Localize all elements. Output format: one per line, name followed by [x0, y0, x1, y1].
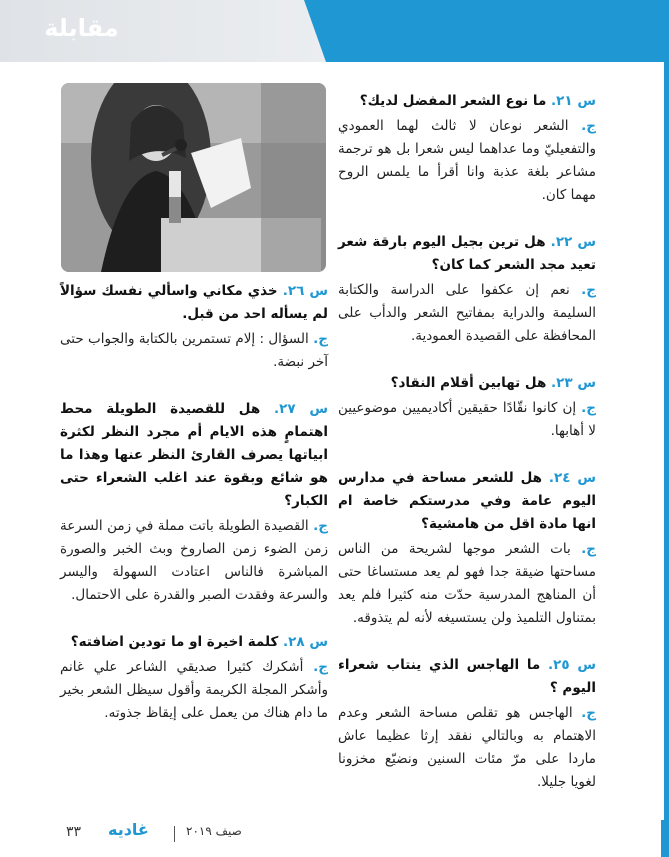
answer-prefix: ج. [581, 541, 596, 557]
question [338, 90, 596, 113]
qa-item-21 [338, 90, 596, 207]
question-text: هل للقصيدة الطويلة محط اهتمامٍ هذه الايام أم مجرد النظر لكثرة ابياتها يصرف القارئ النظر عنها وهذا ما هو شائع وبقوة عند اغلب الشعراء حتى الكبار؟ [60, 401, 328, 509]
section-tab [304, 0, 669, 62]
interview-photo [61, 83, 326, 272]
answer [60, 328, 328, 374]
answer-prefix: ج. [313, 659, 328, 675]
question [60, 631, 328, 654]
question [338, 372, 596, 395]
question-number: س ٢٧. [273, 401, 328, 417]
answer-text: القصيدة الطويلة باتت مملة في زمن السرعة زمن الضوء زمن الصاروخ وبث الخبر والصورة المباشرة فالناس اعتادت السهولة واليسر والسرعة وفقدت الصبر والقدرة على الاحتمال. [60, 518, 328, 603]
question [338, 231, 596, 277]
answer-prefix: ج. [581, 282, 596, 298]
magazine-logo: غاديه [108, 820, 149, 839]
question-text: هل تهابين أقلام النقاد؟ [390, 375, 547, 391]
answer [60, 656, 328, 725]
qa-item-25 [338, 654, 596, 794]
qa-item-22 [338, 231, 596, 348]
answer [338, 397, 596, 443]
question [60, 280, 328, 326]
question-number: س ٢٣. [551, 375, 596, 391]
qa-item-27 [60, 398, 328, 607]
answer-text: أشكرك كثيرا صديقي الشاعر علي غانم وأشكر المجلة الكريمة وأقول سيظل الشعر بخير ما دام هناك من يعمل على إيقاظ جذوته. [60, 659, 328, 721]
question-text: ما الهاجس الذي ينتاب شعراء اليوم ؟ [338, 657, 596, 696]
question-number: س ٢١. [551, 93, 596, 109]
answer-text: بات الشعر موجها لشريحة من الناس مساحتها ضيقة جدا فهو لم يعد مستساغا حتى أن المناهج المدرسية حدّت منه كثيرا فلم يعد بمتناول التلميذ ولن يستسيغه لأنه لم يتذوقه. [338, 541, 596, 626]
answer-prefix: ج. [581, 400, 596, 416]
question-number: س ٢٦. [282, 283, 328, 299]
page-number: ٣٣ [66, 824, 82, 840]
answer-text: إن كانوا نقّادًا حقيقين أكاديميين موضوعيين لا أهابها. [338, 400, 596, 439]
speaker-at-podium-image [61, 83, 326, 272]
qa-item-26 [60, 280, 328, 374]
right-accent-bar [664, 62, 669, 827]
question-text: ما نوع الشعر المفضل لديك؟ [359, 93, 547, 109]
qa-item-23 [338, 372, 596, 443]
answer-prefix: ج. [581, 118, 596, 134]
footer-divider [174, 826, 175, 842]
question-number: س ٢٨. [283, 634, 328, 650]
question-number: س ٢٥. [548, 657, 596, 673]
answer [60, 515, 328, 607]
answer-prefix: ج. [313, 518, 328, 534]
answer [338, 538, 596, 630]
answer-prefix: ج. [581, 705, 597, 721]
answer-text: السؤال : إلام تستمرين بالكتابة والجواب حتى آخر نبضة. [60, 331, 328, 370]
answer [338, 279, 596, 348]
question-number: س ٢٢. [550, 234, 596, 250]
question [60, 398, 328, 513]
right-accent-bar-foot [661, 820, 669, 857]
question [338, 467, 596, 536]
section-title: مقابلة [44, 14, 119, 42]
question-text: كلمة اخيرة او ما تودين اضافته؟ [70, 634, 279, 650]
answer-text: نعم إن عكفوا على الدراسة والكتابة السليمة والدراية بمفاتيح الشعر والدأب على المحافظة على القصيدة العمودية. [338, 282, 596, 344]
question-text: خذي مكاني واسألي نفسك سؤالاً لم يسأله احد من قبل. [60, 283, 328, 322]
answer-text: الشعر نوعان لا ثالث لهما العمودي والتفعيليّ وما عداهما ليس شعرا بل هو ترجمة مشاعر بلغة عذبة وانا أقرأ ما يلمس الروح مهما كان. [338, 118, 596, 203]
question-number: س ٢٤. [548, 470, 596, 486]
issue-label: صيف ٢٠١٩ [186, 824, 242, 838]
qa-item-28 [60, 631, 328, 725]
answer [338, 115, 596, 207]
answer-text: الهاجس هو تقلص مساحة الشعر وعدم الاهتمام به وبالتالي نفقد إرثا عظيما عاش ماردا على مرّ مئات السنين ونضيّع مخزونا لغويا جليلا. [338, 705, 596, 790]
answer [338, 702, 596, 794]
question-text: هل للشعر مساحة في مدارس اليوم عامة وفي مدرستكم خاصة ام انها مادة اقل من هامشية؟ [338, 470, 596, 532]
question [338, 654, 596, 700]
right-column [338, 90, 596, 818]
left-column [60, 280, 328, 749]
question-text: هل ترين بجيل اليوم بارقة شعر تعيد مجد الشعر كما كان؟ [338, 234, 596, 273]
qa-item-24 [338, 467, 596, 630]
answer-prefix: ج. [313, 331, 329, 347]
